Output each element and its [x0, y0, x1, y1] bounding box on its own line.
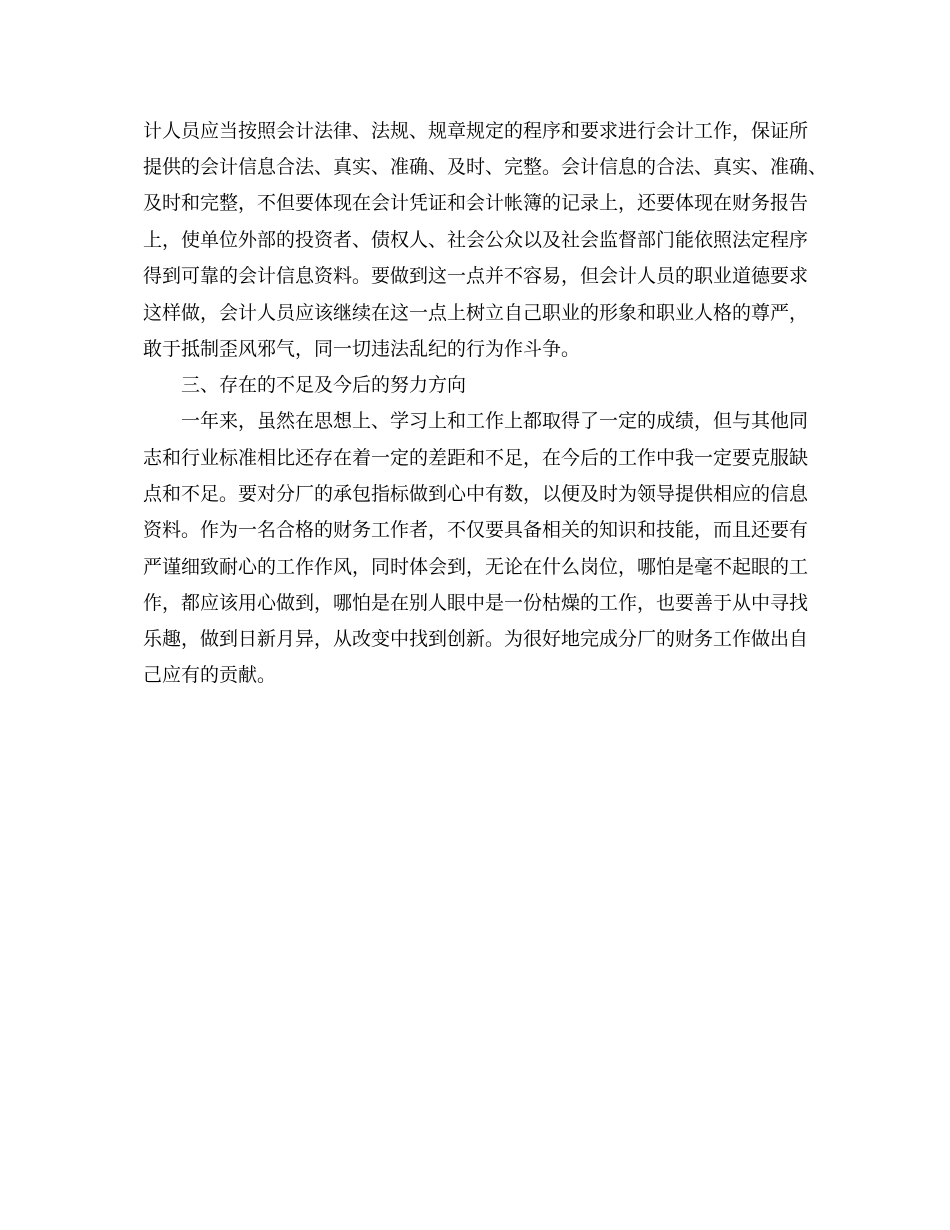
text-line: 作，都应该用心做到，哪怕是在别人眼中是一份枯燥的工作，也要善于从中寻找 [143, 592, 809, 614]
text-line: 得到可靠的会计信息资料。要做到这一点并不容易，但会计人员的职业道德要求 [143, 265, 809, 287]
text-line: 己应有的贡献。 [143, 664, 277, 686]
text-line: 资料。作为一名合格的财务工作者，不仅要具备相关的知识和技能，而且还要有 [143, 519, 809, 541]
text-line: 志和行业标准相比还存在着一定的差距和不足，在今后的工作中我一定要克服缺 [143, 447, 809, 469]
text-line: 及时和完整，不但要体现在会计凭证和会计帐簿的记录上，还要体现在财务报告 [143, 192, 809, 214]
text-line: 点和不足。要对分厂的承包指标做到心中有数，以便及时为领导提供相应的信息 [143, 483, 809, 505]
text-line: 敢于抵制歪风邪气，同一切违法乱纪的行为作斗争。 [143, 338, 581, 360]
text-line: 乐趣，做到日新月异，从改变中找到创新。为很好地完成分厂的财务工作做出自 [143, 628, 809, 650]
section-heading: 三、存在的不足及今后的努力方向 [181, 374, 467, 396]
text-line: 提供的会计信息合法、真实、准确、及时、完整。会计信息的合法、真实、准确、 [143, 156, 828, 178]
text-line: 一年来，虽然在思想上、学习上和工作上都取得了一定的成绩，但与其他同 [181, 410, 809, 432]
text-line: 严谨细致耐心的工作作风，同时体会到，无论在什么岗位，哪怕是毫不起眼的工 [143, 556, 809, 578]
text-line: 上，使单位外部的投资者、债权人、社会公众以及社会监督部门能依照法定程序 [143, 229, 809, 251]
text-line: 计人员应当按照会计法律、法规、规章规定的程序和要求进行会计工作，保证所 [143, 120, 809, 142]
text-line: 这样做，会计人员应该继续在这一点上树立自己职业的形象和职业人格的尊严， [143, 302, 809, 324]
